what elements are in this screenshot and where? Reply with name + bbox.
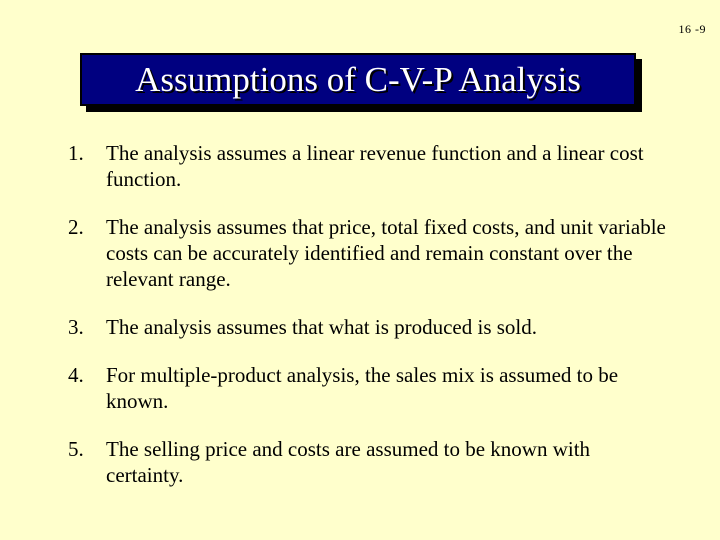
assumptions-list	[68, 140, 668, 510]
item-text: For multiple-product analysis, the sales mix is assumed to be known.	[106, 363, 619, 413]
item-number: 3.	[68, 315, 84, 339]
slide-title: Assumptions of C-V-P Analysis	[135, 60, 581, 99]
item-text: The selling price and costs are assumed to be known with certainty.	[106, 437, 591, 487]
item-text: The analysis assumes that what is produced is sold.	[106, 315, 538, 339]
item-number: 4.	[68, 363, 84, 387]
list-item	[68, 362, 668, 414]
item-number: 5.	[68, 437, 84, 461]
item-text: The analysis assumes a linear revenue function and a linear cost function.	[106, 141, 644, 191]
list-item	[68, 214, 668, 292]
slide-number: 16 -9	[678, 22, 706, 36]
item-number: 2.	[68, 215, 84, 239]
title-box	[80, 53, 636, 106]
list-item	[68, 140, 668, 192]
item-text: The analysis assumes that price, total fixed costs, and unit variable costs can be accurately identified and remain constant over the relevant range.	[106, 215, 666, 291]
item-number: 1.	[68, 141, 84, 165]
list-item	[68, 314, 668, 340]
list-item	[68, 436, 668, 488]
